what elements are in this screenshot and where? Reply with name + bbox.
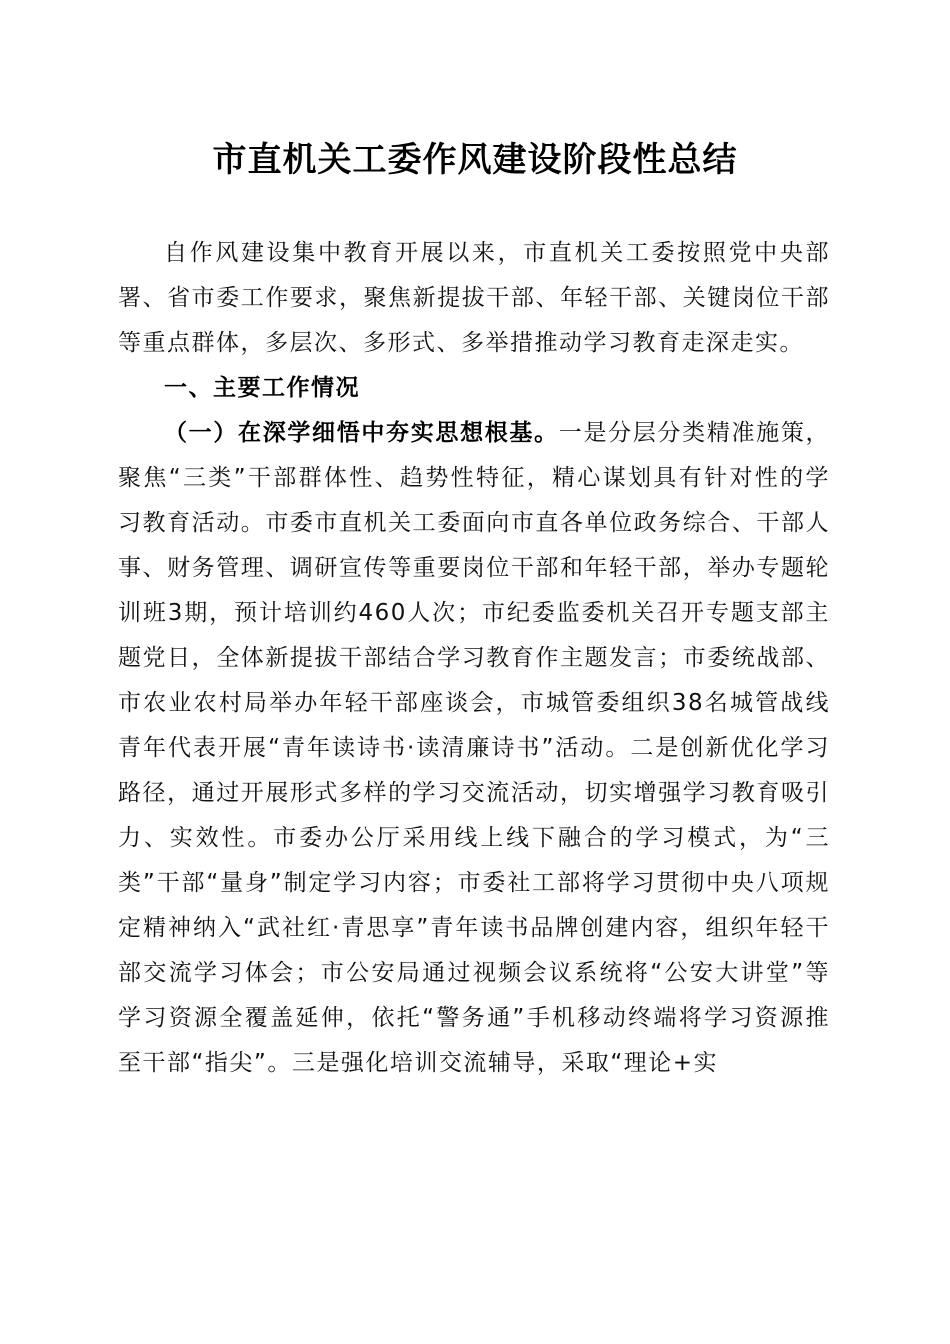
subsection-body: 一是分层分类精准施策，聚焦“三类”干部群体性、趋势性特征，精心谋划具有针对性的学习教育活动。市委市直机关工委面向市直各单位政务综合、干部人事、财务管理、调研宣传等重要岗位干部和年轻干部，举办专题轮训班3期，预计培训约460人次；市纪委监委机关召开专题支部主题党日，全体新提拔干部结合学习教育作主题发言；市委统战部、市农业农村局举办年轻干部座谈会，市城管委组织38名城管战线青年代表开展“青年读诗书·读清廉诗书”活动。二是创新优化学习路径，通过开展形式多样的学习交流活动，切实增强学习教育吸引力、实效性。市委办公厅采用线上线下融合的学习模式，为“三类”干部“量身”制定学习内容；市委社工部将学习贯彻中央八项规定精神纳入“武社红·青思享”青年读书品牌创建内容，组织年轻干部交流学习体会；市公安局通过视频会议系统将“公安大讲堂”等学习资源全覆盖延伸，依托“警务通”手机移动终端将学习资源推至干部“指尖”。三是强化培训交流辅导，采取“理论+实	[118, 420, 831, 1076]
intro-paragraph: 自作风建设集中教育开展以来，市直机关工委按照党中央部署、省市委工作要求，聚焦新提拔干部、年轻干部、关键岗位干部等重点群体，多层次、多形式、多举措推动学习教育走深走实。	[118, 240, 830, 356]
subsection-paragraph	[118, 411, 830, 1086]
section-heading: 一、主要工作情况	[164, 375, 360, 401]
document-title: 市直机关工委作风建设阶段性总结	[212, 140, 738, 180]
subsection-heading: （一）在深学细悟中夯实思想根基。	[164, 420, 559, 446]
document-body	[118, 231, 830, 1086]
